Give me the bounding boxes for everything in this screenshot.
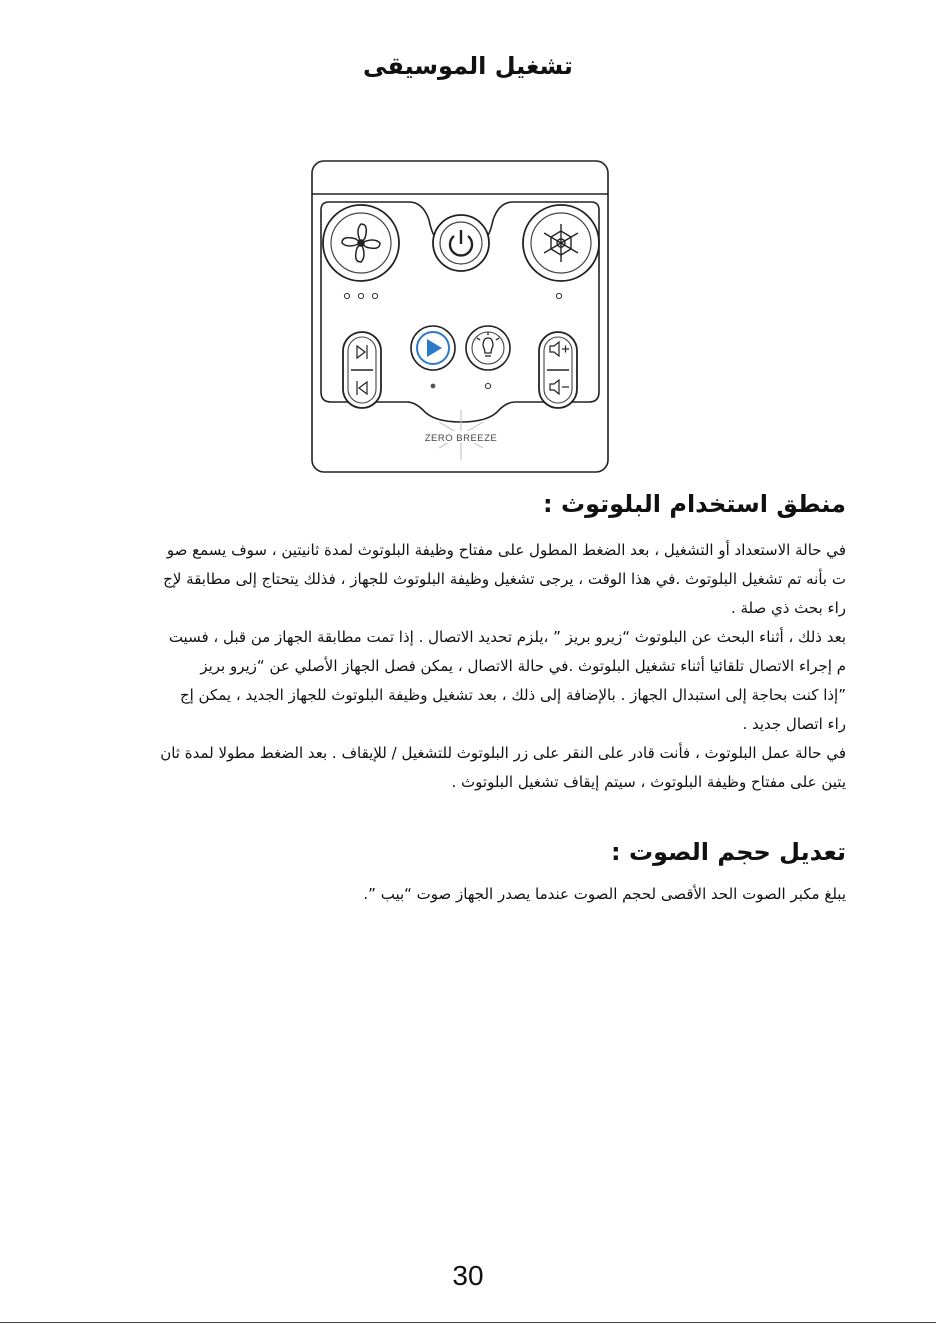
volume-paragraph (76, 880, 846, 909)
track-buttons (343, 332, 381, 408)
svg-text:ZERO BREEZE: ZERO BREEZE (424, 433, 498, 444)
page-title: تشغيل الموسيقى (363, 52, 573, 80)
paragraph-line: بعد ذلك ، أثناء البحث عن البلوتوث “زيرو بريز ” ،يلزم تحديد الاتصال . إذا تمت مطابقة الجهاز من قبل ، فسيت (168, 628, 846, 646)
volume-buttons (539, 332, 577, 408)
control-panel-illustration (311, 160, 609, 474)
paragraph-line: ”إذا كنت بحاجة إلى استبدال الجهاز . بالإضافة إلى ذلك ، بعد تشغيل وظيفة البلوتوث للجهاز الجديد ، يمكن إج (179, 686, 846, 704)
bluetooth-indicator (431, 384, 436, 389)
paragraph-line: يتين على مفتاح وظيفة البلوتوث ، سيتم إيقاف تشغيل البلوتوث . (451, 773, 846, 791)
paragraph-line: راء بحث ذي صلة . (730, 599, 846, 617)
light-indicator (485, 383, 490, 388)
brand-logo (415, 410, 507, 460)
power-button (433, 215, 489, 271)
bottom-rule (0, 1322, 936, 1323)
paragraph-line: يبلغ مكبر الصوت الحد الأقصى لحجم الصوت عندما يصدر الجهاز صوت “بيب ”. (363, 885, 846, 903)
paragraph-line: ت بأنه تم تشغيل البلوتوث .في هذا الوقت ، يرجى تشغيل وظيفة البلوتوث للجهاز ، فذلك يتحتاج إلى مطابقة لإج (163, 570, 846, 588)
paragraph-line: م إجراء الاتصال تلقائيا أثناء تشغيل البلوتوث .في حالة الاتصال ، يمكن فصل الجهاز الأصلي عن “زيرو بريز (200, 657, 846, 675)
cool-indicator (556, 293, 561, 298)
light-button (466, 326, 510, 370)
section-heading-bluetooth: منطق استخدام البلوتوث : (543, 490, 846, 518)
paragraph-line: في حالة عمل البلوتوث ، فأنت قادر على النقر على زر البلوتوث للتشغيل / للإيقاف . بعد الضغط مطولا لمدة ثان (160, 744, 846, 762)
page-number: 30 (452, 1260, 484, 1291)
bluetooth-paragraph (76, 536, 846, 797)
bluetooth-play-button (411, 326, 455, 370)
cool-button (523, 205, 599, 281)
fan-button (323, 205, 399, 281)
paragraph-line: في حالة الاستعداد أو التشغيل ، بعد الضغط المطول على مفتاح وظيفة البلوتوث لمدة ثانيتين ، سوف يسمع صو (166, 541, 846, 559)
paragraph-line: راء اتصال جديد . (742, 715, 846, 733)
fan-speed-indicators (344, 293, 377, 298)
section-heading-volume: تعديل حجم الصوت : (611, 838, 846, 866)
